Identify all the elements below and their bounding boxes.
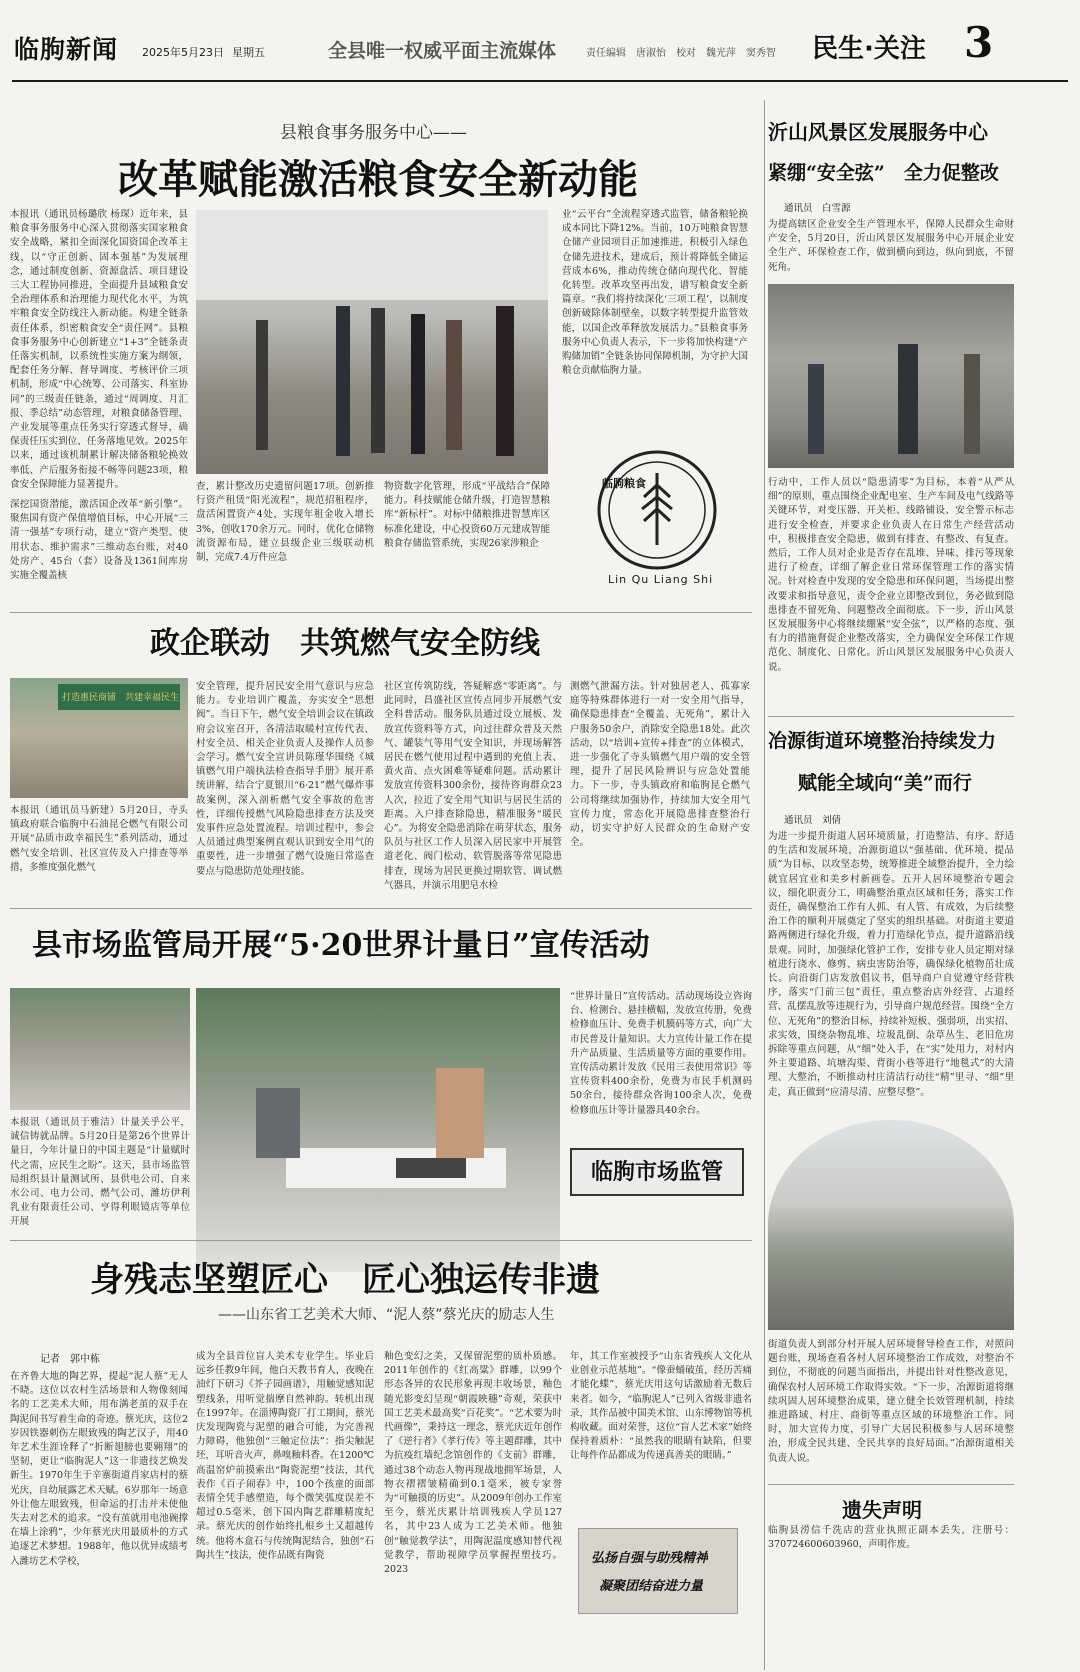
article-body-col1b: 深挖国资潜能，激活国企改革“新引擎”。聚焦国有资产保值增值目标，中心开展“三清一强基”专项行动，建立“资产类型、使用状态、维护需求”三维动态台账，对40处房产、45台（套）设备及1361间库房实施全覆盖核 (10, 499, 188, 582)
scenic-area-inspection-photo (768, 284, 1014, 468)
market-supervision-badge: 临朐市场监管 (570, 1148, 744, 1196)
slogan-line-1: 弘扬自强与助残精神 (591, 1551, 709, 1566)
page-number: 3 (964, 18, 994, 67)
article-body-col2: 成为全县首位盲人美术专业学生。毕业后远乡任教9年间，他白天教书育人，夜晚在油灯下研习《芥子园画谱》，用触觉感知泥塑线条，用听觉揣摩自然神韵。转机出现在1997年。在淄博陶瓷厂打工期间，蔡光庆发现陶瓷与泥塑的融合可能，为完善视力障碍，他独创“三触定位法”：指尖触泥坯，耳听音火声，鼻嗅釉料香。在1200℃高温窑炉前摸索出“陶瓷泥塑”技法，其代表作《百子闹春》中，100个孩童的面部表情全凭手感塑造，每个微笑弧度误差不超过0.5毫米，创下国内陶艺群雕精度纪录。蔡光庆的创作始终扎根乡土又超越传统。他将木盒石与传统陶泥结合，独创“石陶共生”技法，使作品既有陶瓷 (196, 1351, 374, 1561)
paper-name: 临朐新闻 (14, 35, 119, 64)
article-subtitle: 紧绷“安全弦” 全力促整改 (768, 162, 999, 184)
logo-text: 临朐粮食 (602, 477, 646, 490)
article-body-col3: 物资数字化管理，形成“平战结合”保障能力。科技赋能仓储升级，打造智慧粮库“新标杆”。对标中储粮推进智慧库区标准化建设，中心投资60万元建成智能粮食存储监管系统，实现26家涉粮企 (384, 481, 550, 549)
article-body: 为进一步提升街道人居环境质量，打造整洁、有序、舒适的生活和发展环境，冶源街道以“强基础、优环境、提品质”为目标，以攻坚态势，统筹推进全域整治提升，全力绘就宜居宜业和美乡村新画卷。五开人居环境整治专题会议，细化职责分工，明确整治重点区域和任务，落实工作责任，确保整治工作有人抓、有人管、有成效，为后续整治工作的顺利开展奠定了坚实的组织基础。对街道主要道路两侧进行绿化升级，着力打造绿化节点，提升道路沿线景观。同时，加强绿化管护工作，安排专业人员定期对绿植进行浇水、修剪、病虫害防治等，确保绿化植物茁壮成长。向沿街门店发放倡议书，倡导商户自觉遵守经营秩序，落实“门前三包”责任，重点整治店外经营、占道经营、乱摆乱放等违规行为，引导商户规范经营。围绕“全方位、无死角”的整治目标，持续补短板、强弱项，出实招、求实效，围绕杂物乱堆、垃圾乱倒、杂草丛生、老旧危房拆除等重点问题，从“细”处入手，在“实”处用力，对村内外主要道路、坑塘沟渠、背街小巷等进行“地毯式”的大清理、大整治，不断推动村庄清洁行动往“精”里寻、“细”里走，真正做到“应清尽清、应整尽整”。 (768, 831, 1014, 1098)
article-subtitle: 赋能全域向“美”而行 (798, 772, 972, 794)
article-artisan (0, 1260, 762, 1672)
slogan-box (578, 1528, 738, 1614)
article-metrology (0, 910, 762, 1230)
section-title: 民生·关注 (812, 34, 926, 64)
banner-text: 打造惠民商铺 共建幸福民生 (62, 693, 180, 703)
slogan-line-2: 凝聚团结奋进力量 (599, 1579, 704, 1594)
article-body-2: 街道负责人到部分村开展人居环境督导检查工作，对照问题台账，现场查看各村人居环境整治工作成效，对整治不到位，不彻底的问题当面指出，并提出针对性整改意见，确保农村人居环境工作取得实效。“下一步，冶源街道将继续巩固人居环境整治成果，建立健全长效管理机制，持续推进路域、村庄、商街等重点区域的环境整治工作。同时，加大宣传力度，引导广大居民积极参与人居环境整治，形成全民共建、全民共享的良好局面。”冶源街道相关负责人说。 (768, 1339, 1014, 1464)
article-body-col1: 本报讯（通讯员马新建）5月20日，寺头镇政府联合临朐中石油昆仑燃气有限公司开展“品质市政幸福民生”系列活动，通过燃气安全培训、社区宣传及入户排查等举措，多维度强化燃气 (10, 805, 188, 873)
article-divider (10, 1240, 752, 1241)
column-divider (764, 100, 765, 1670)
article-title: 县市场监管局开展“5·20世界计量日”宣传活动 (32, 928, 650, 963)
article-title: 冶源街道环境整治持续发力 (768, 730, 997, 752)
article-byline: 通讯员 白雪源 (784, 203, 851, 214)
article-kicker: 县粮食事务服务中心—— (280, 123, 467, 143)
article-title: 身残志坚塑匠心 匠心独运传非遗 (90, 1260, 600, 1300)
article-body-col2: 查，累计整改历史遗留问题17项。创新推行资产租赁“阳光流程”，规范招租程序，盘活闲置资产4处，实现年租金收入增长3%，创收170余万元。同时，优化仓储物流资源布局，建立县级企业三级联动机制，完成7.4万件应急 (196, 481, 374, 564)
article-body-col4: 业“云平台”全流程穿透式监管，储备粮轮换成本同比下降12%。当前，10万吨粮食智慧仓储产业园项目正加速推进，积极引入绿色仓储先进技术，建成后，预计将降低全储运营成本6%，推动传统仓储向现代化、智能化转型。改革攻坚再出发，谱写粮食安全新篇章。“我们将持续深化‘三项工程’，以制度创新破除体制壁垒，以数字转型提升监管效能，以国企改革释放发展活力。”县粮食事务服务中心负责人表示，下一步将加快构建“产购储加销”全链条协同保障机制，为守护大国粮仓贡献临朐力量。 (562, 209, 748, 377)
metrology-photo-main (196, 988, 560, 1272)
gas-activity-photo (10, 678, 188, 798)
article-title: 政企联动 共筑燃气安全防线 (150, 626, 540, 661)
right-column (768, 100, 1080, 1672)
village-road-photo (768, 1120, 1014, 1330)
masthead (0, 0, 1080, 100)
issue-date: 2025年5月23日 (142, 46, 224, 59)
notice-title: 遗失声明 (842, 1498, 922, 1522)
article-body-col1: 本报讯（通讯员于雅洁）计量关乎公平，诚信铸就品牌。5月20日是第26个世界计量日，今年计量日的中国主题是“计量赋时代之需，应民生之盼”。这天，县市场监管局组织县计量测试所、县供电公司、自来水公司、电力公司、燃气公司、潍坊伊利乳业有限责任公司、亨得利眼镜店等单位开展 (10, 1117, 190, 1228)
article-body-col1: 在齐鲁大地的陶艺界，提起“泥人蔡”无人不晓。这位以农村生活场景和人物像刻闻名的工艺美术大师，用布满老茧的双手在陶泥间书写着生命的奇迹。蔡光庆，这位2岁因铁器刺伤左眼致残的陶艺汉子，用40年艺术生涯诠释了“折断翅膀也要翱翔”的坚韧，更让“临朐泥人”这一非遗技艺焕发新生。1970年生于辛寨街道肖家店村的蔡光庆，自幼展露艺术天赋。6岁那年一场意外让他左眼致残，但命运的打击并未使他失去对艺术的追求。“没有茧就用电池碗撑在墙上涂鸦”，少年蔡光庆用最质朴的方式追逐艺术梦想。1988年，他以优异成绩考入潍坊艺术学校， (10, 1371, 188, 1567)
grain-logo (592, 445, 722, 595)
paper-slogan: 全县唯一权威平面主流媒体 (328, 40, 557, 62)
metrology-photo-left (10, 988, 190, 1110)
article-gas (0, 612, 762, 912)
article-body-col2: 安全管理，提升居民安全用气意识与应急能力。专业培训广覆盖，夯实安全“思想阀”。当日下午，燃气安全培训会议在镇政府会议室召开，各清洁取暖村宣传代表、村安全员、相关企业负责人及操作人员参会学习。燃气安全宣讲员陈瑾华围绕《城镇燃气用户端执法检查指导手册》展开系统讲解，结合宁夏银川“6·21”燃气爆炸事故案例，深入剖析燃气安全事故的危害性，详细传授燃气风险隐患排查方法及突发事件应急处置流程。培训过程中，参会人员通过典型案例直观认识到安全用气的重要性，进一步增强了燃气设施日常巡查要点与隐患防范处理技能。 (196, 681, 374, 877)
article-divider (768, 716, 1014, 717)
editors-line: 责任编辑 唐淑怡 校对 魏光萍 窦秀智 (586, 48, 776, 59)
article-body: 行动中，工作人员以“隐患清零”为目标，本着“从严从细”的原则，重点围绕企业配电室、生产车间及电气线路等关键环节，对变压器、开关柜、线路铺设、安全警示标志进行安全检查，并要求企业负责人在日常生产经营活动中，积极排查安全隐患，做到有排查、有整改、有复查。然后，工作人员对企业是否存在乱堆、异味、排污等现象进行了检查，详细了解企业日常环保管理工作的落实情况。针对检查中发现的安全隐患和环保问题，当场提出整改要求和指导意见，责令企业立即整改到位，务必做到隐患排查不留死角、问题整改全面彻底。下一步，沂山风景区发展服务中心将继续绷紧“安全弦”，以严格的态度、强有力的措施督促企业整改落实，全力确保安全环保工作规范化、制度化、日常化。沂山风景区发展服务中心负责人说。 (768, 477, 1014, 673)
article-byline: 通讯员 刘倩 (784, 815, 842, 826)
logo-pinyin: Lin Qu Liang Shi (608, 573, 714, 586)
article-title: 沂山风景区发展服务中心 (768, 120, 988, 144)
notice-divider (768, 1484, 1014, 1485)
notice-body: 临朐县涝信千洗店的营业执照正副本丢失，注册号：370724600603960，声明作废。 (768, 1525, 1014, 1551)
issue-weekday: 星期五 (232, 46, 265, 59)
article-body-col3: 釉色变幻之美，又保留泥塑的质朴质感。2011年创作的《红高粱》群雕，以99个形态各异的农民形象再现丰收场景，釉色随光影变幻呈现“朝霞映穗”奇观，荣获中国工艺美术最高奖“百花奖”。“艺术要为时代画像”，秉持这一理念，蔡光庆近年创作了《逆行者》《孝行传》等主题群雕，其中为抗疫红墙纪念馆创作的《支前》群雕，通过38个动态人物再现战地拥军场景，人物衣褶褶皱精确到0.1毫米，被专家誉为“可触摸的历史”。从2009年创办工作室至今，蔡光庆累计培训残疾人学员127名，其中23人成为工艺美术师。他独创“触觉教学法”，用陶泥温度感知替代视觉教学，帮助视障学员掌握捏塑技巧。2023 (384, 1351, 562, 1576)
article-title: 改革赋能激活粮食安全新动能 (118, 156, 638, 203)
article-body-col4: 年，其工作室被授予“山东省残疾人文化从业创业示范基地”。“像蚕蛹破茧，经历苦痛才能化蝶”，蔡光庆用这句话激励着无数后来者。如今，“临朐泥人”已列入省级非遗名录，其作品被中国美术馆、山东博物馆等机构收藏。面对荣誉，这位“盲人艺术家”始终保持着质朴：“虽然我的眼睛有缺陷，但要让每件作品都成为传递真善美的眼睛。” (570, 1351, 752, 1462)
article-body-col4: 测燃气泄漏方法。针对独居老人、孤寡家庭等特殊群体进行一对一安全用气指导，确保隐患排查“全覆盖、无死角”，累计入户服务50余户，消除安全隐患18处。此次活动，以“培训+宣传+排查”的立体模式，进一步强化了寺头镇燃气用户端的安全管理，提升了居民风险辨识与应急处置能力。下一步，寺头镇政府和临朐昆仑燃气公司将继续加强协作，持续加大安全用气宣传力度，常态化开展隐患排查整治行动，切实守护好人民群众的生命财产安全。 (570, 681, 750, 849)
article-body-col1: 本报讯（通讯员杨璐欣 杨琛）近年来，县粮食事务服务中心深入贯彻落实国家粮食安全战略，紧扣全面深化国资国企改革主线，以“守正创新、固本强基”为发展理念，通过制度创新、资源盘活、项目建设三大工程协同推进，全面提升县域粮食安全治理体系和治理能力现代化水平，为筑牢粮食安全防线注入新动能。构建全链条责任体系，织密粮食安全“责任网”。县粮食事务服务中心创新建立“1+3”全链条责任落实机制，以系统性实施方案为纲领，配套任务分解、督导调度、考核评价三项机制，形成“中心统筹、公司落实、科室协同”的三级责任链条，通过“周调度、月汇报、季总结”动态管理，对粮食储备管理、产业发展等重点任务实行穿透式督导，确保责任压实到位、任务落地见效。2025年以来，通过该机制累计解决储备粮轮换效率低、产后服务衔接不畅等问题23项，粮食安全保障能力显著提升。 (10, 209, 188, 490)
article-divider (10, 908, 752, 909)
article-body-col3: 社区宣传筑防线，答疑解惑“零距离”。与此同时，昌盛社区宣传点同步开展燃气安全科普活动。服务队员通过设立展板、发放宣传资料等方式，向过往群众普及天然气、罐装气等用气安全知识，并现场解答居民在燃气使用过程中遇到的充值上表、黄火苗、点火困难等疑难问题。活动累计发放宣传资料300余份，接待咨询群众23人次，拉近了安全用气知识与居民生活的距离。入户排查除隐患，精准服务“暖民心”。为将安全隐患消除在萌芽状态，服务队员与社区工作人员深入居民家中开展管道老化、阀门松动、软管脱落等常见隐患排查，现场为居民更换过期软管、调试燃气器具，并演示用肥皂水检 (384, 681, 562, 891)
header-rule (12, 80, 1068, 82)
article-subtitle: ——山东省工艺美术大师、“泥人蔡”蔡光庆的励志人生 (218, 1307, 555, 1323)
article-byline: 记者 郭中栋 (40, 1354, 100, 1365)
article-intro: 为提高辖区企业安全生产管理水平，保障人民群众生命财产安全，5月20日，沂山风景区发展服务中心开展企业安全生产、环保检查工作，做到横向到边，纵向到底，不留死角。 (768, 219, 1014, 273)
article-grain (0, 100, 762, 620)
grain-center-photo (196, 210, 548, 474)
article-body-col2: “世界计量日”宣传活动。活动现场设立咨询台、检测台、悬挂横幅，发放宣传册，免费检修血压计、免费手机膜码等方式，向广大市民普及计量知识。大力宣传计量工作在提升产品质量、生活质量等方面的重要作用。宣传活动累计发放《民用三表使用常识》等宣传资料400余份，免费为市民手机测码50余台，接待群众咨询100余人次，免费检修血压计等计量器具40余台。 (570, 991, 752, 1116)
